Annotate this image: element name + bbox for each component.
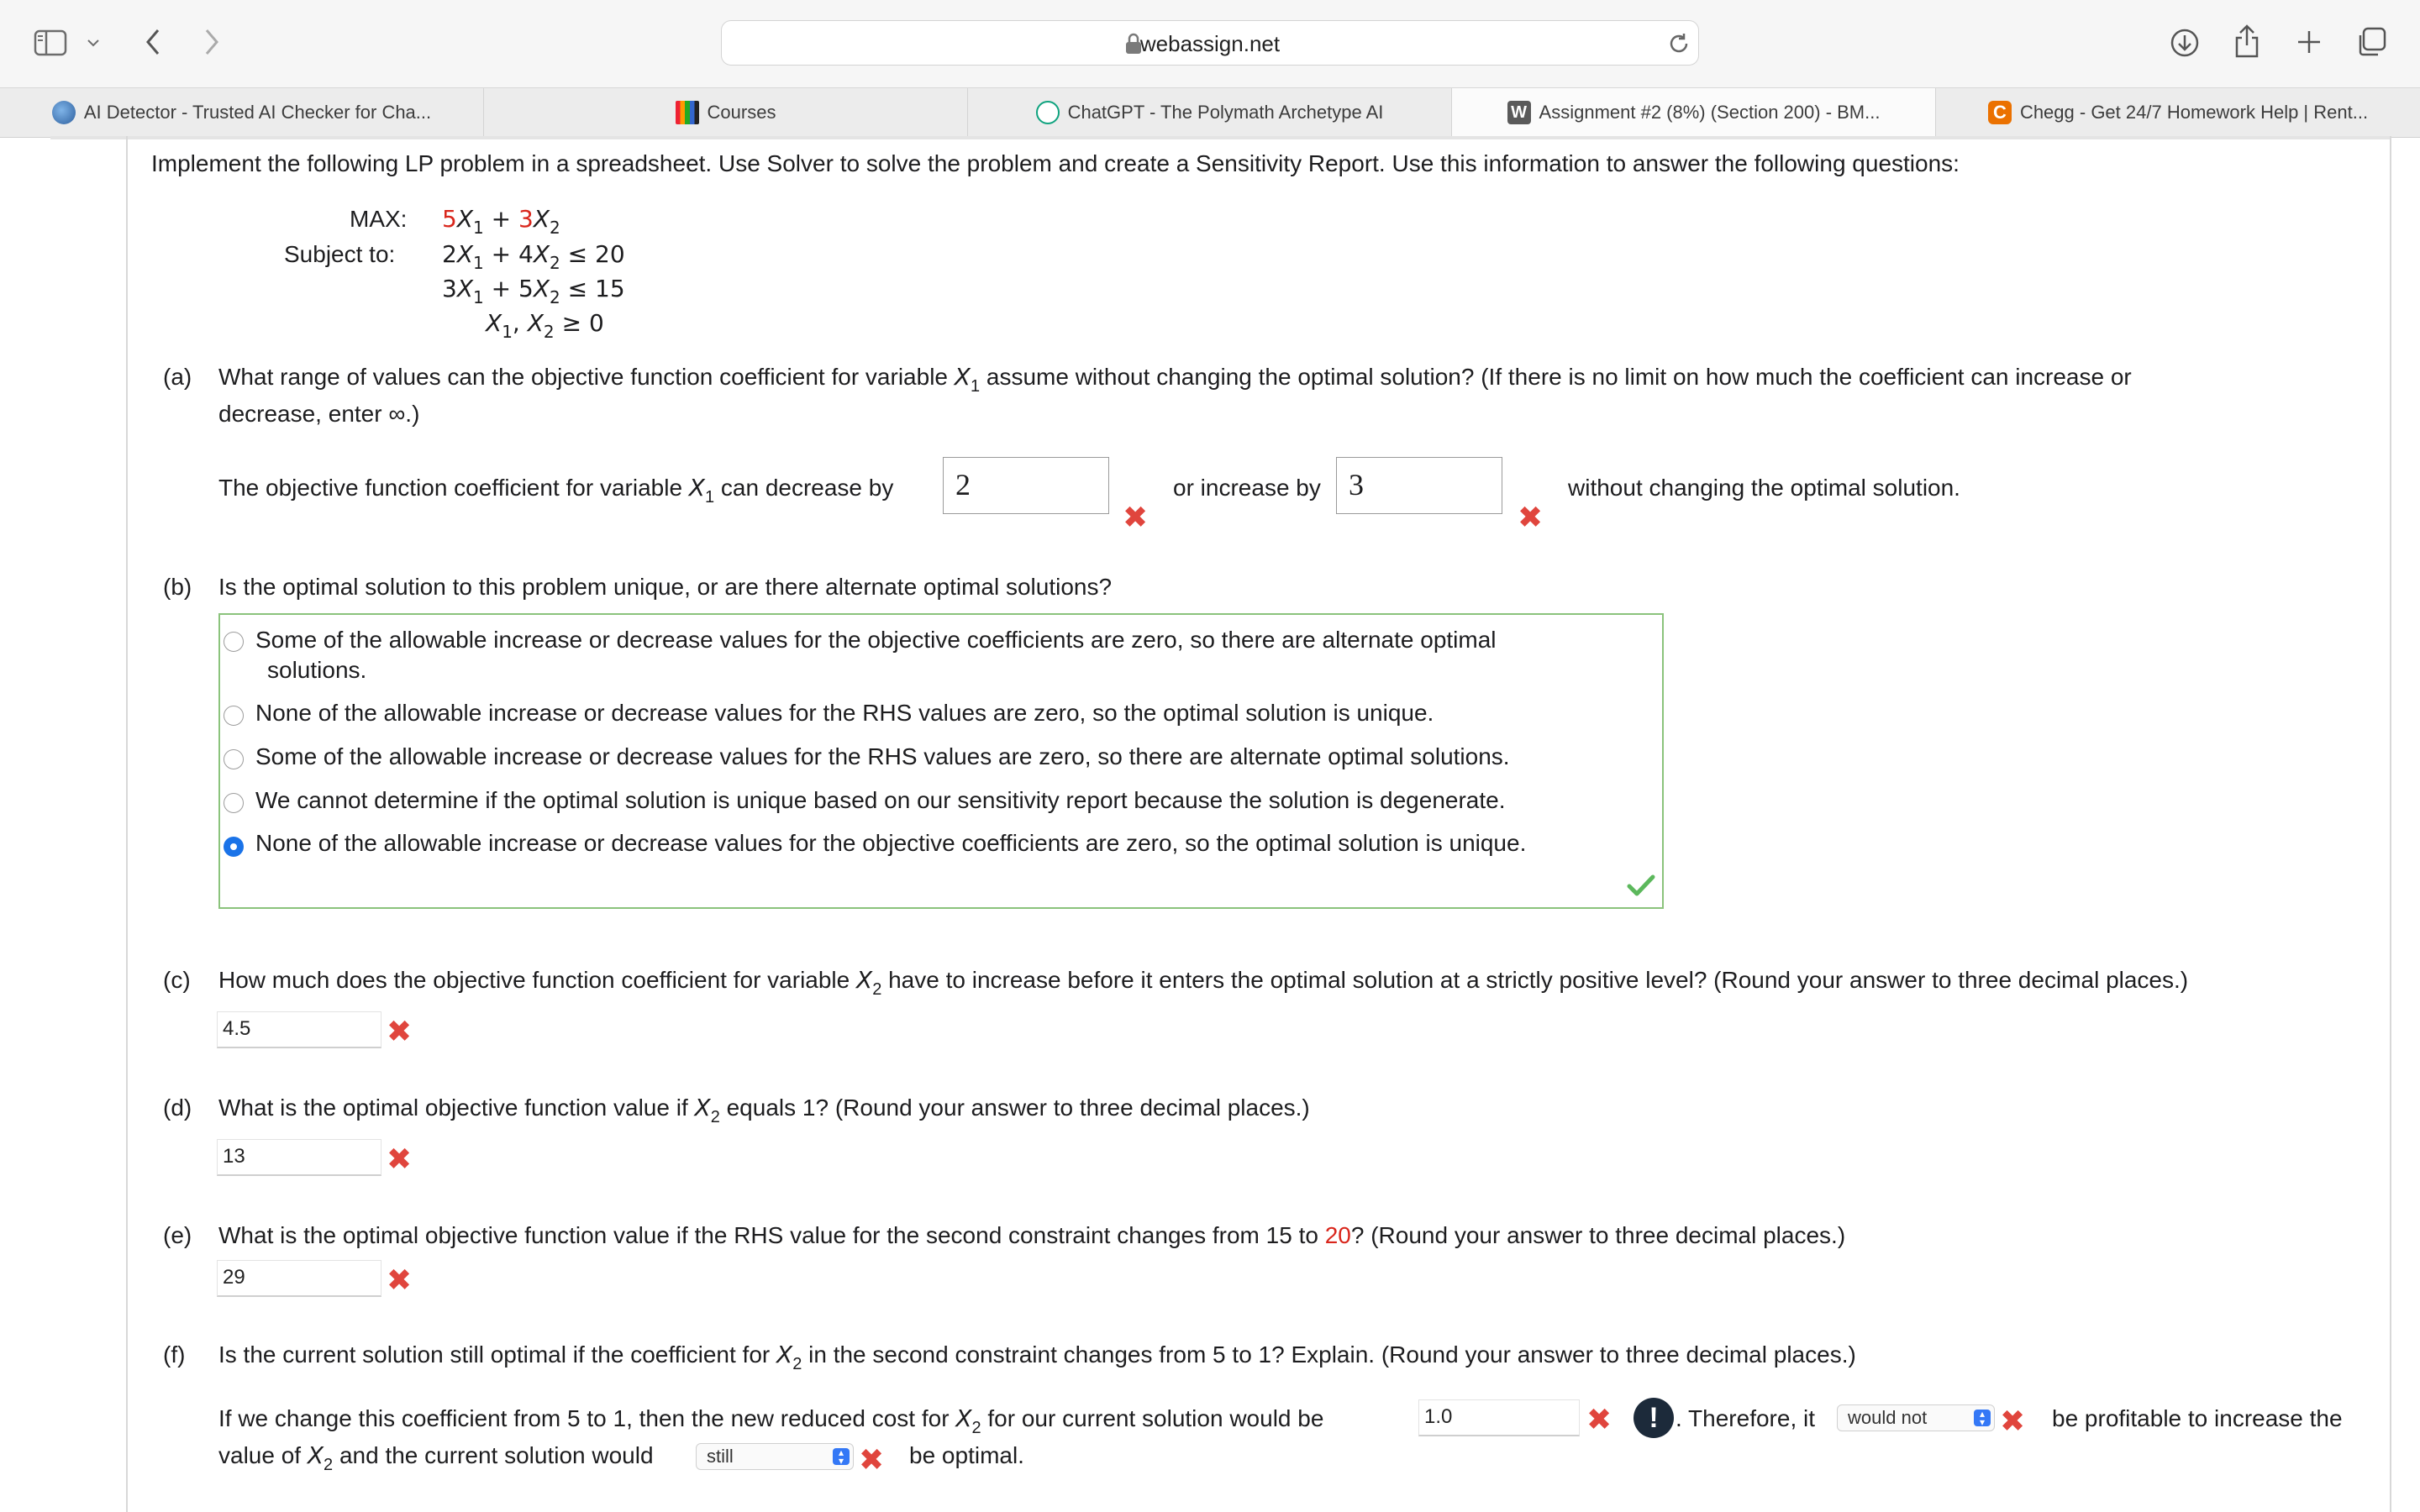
question-a-post: assume without changing the optimal solution? (If there is no limit on how much the coefficient can increase or	[986, 364, 2132, 390]
c2-coef-x1: 3	[442, 275, 457, 302]
question-f-label: (f)	[163, 1341, 186, 1368]
answer-f-line2-post: be optimal.	[909, 1442, 1024, 1468]
radio-option-1[interactable]	[224, 632, 244, 652]
question-b-text: Is the optimal solution to this problem unique, or are there alternate optimal solutions?	[218, 574, 1113, 600]
answer-f-mid2: . Therefore, it	[1676, 1405, 1816, 1431]
incorrect-x-icon: ✖	[387, 1142, 413, 1176]
tab-label: AI Detector - Trusted AI Checker for Cha...	[83, 102, 432, 123]
answer-a-post: without changing the optimal solution.	[1568, 475, 1960, 501]
tab-bar	[0, 87, 2420, 138]
tab-overview-icon[interactable]	[2354, 25, 2388, 59]
option-5-text: None of the allowable increase or decrease values for the objective coefficients are zero, so the optimal solution is unique.	[255, 830, 1527, 856]
radio-option-3[interactable]	[224, 749, 244, 769]
forward-icon[interactable]	[198, 25, 225, 59]
select-arrows-icon: ▴ ▾	[833, 1448, 850, 1465]
content-left-border	[126, 136, 128, 1512]
c2-coef-x2: 5	[518, 275, 534, 302]
tab-label: Courses	[707, 102, 776, 123]
question-c-post: have to increase before it enters the optimal solution at a strictly positive level? (Round your answer to three decimal places.)	[888, 967, 2189, 993]
webassign-favicon-icon: W	[1507, 101, 1531, 124]
max-label: MAX:	[350, 206, 408, 232]
answer-f-mid3: be profitable to increase the	[2052, 1405, 2343, 1431]
answer-f-line2-pre-text: value of	[218, 1442, 302, 1468]
answer-a-pre: The objective function coefficient for variable $X_1$ can decrease by	[218, 474, 894, 507]
question-f-pre: Is the current solution still optimal if the coefficient for	[218, 1341, 771, 1368]
question-c-text: How much does the objective function coefficient for variable $X_2$ have to increase before it enters the optimal solution at a strictly positive level? (Round your answer to three decimal places.)	[218, 966, 2189, 999]
c1-rhs: 20	[595, 240, 625, 268]
problem-intro: Implement the following LP problem in a spreadsheet. Use Solver to solve the problem and create a Sensitivity Report. Use this information to answer the following questions:	[151, 150, 1960, 176]
radio-option-5-selected[interactable]	[224, 837, 244, 857]
tab-ai-detector[interactable]	[0, 88, 484, 137]
answer-a-mid2: or increase by	[1173, 475, 1321, 501]
obj-coef-x2: 3	[518, 205, 534, 233]
question-b-label: (b)	[163, 574, 192, 600]
globe-favicon-icon	[52, 101, 76, 124]
answer-f-line2-pre: value of $X_2$ and the current solution would	[218, 1441, 654, 1474]
sidebar-toggle-icon[interactable]	[34, 29, 67, 57]
c1-coef-x1: 2	[442, 240, 457, 268]
constraint-2: $3X_1 + 5X_2 \le 15$	[442, 275, 625, 307]
option-2-text: None of the allowable increase or decrease values for the RHS values are zero, so the optimal solution is unique.	[255, 700, 1434, 726]
incorrect-x-icon: ✖	[1586, 1402, 1612, 1436]
question-e-highlight: 20	[1324, 1222, 1351, 1248]
alert-exclamation-icon[interactable]: !	[1634, 1398, 1674, 1438]
nonnegativity-constraint: $X_1$, $X_2 \ge 0$	[486, 309, 604, 342]
incorrect-x-icon: ✖	[2000, 1404, 2026, 1438]
chevron-down-icon[interactable]	[84, 34, 103, 52]
correct-check-icon	[1627, 874, 1655, 901]
question-d-text: What is the optimal objective function value if $X_2$ equals 1? (Round your answer to three decimal places.)	[218, 1094, 1310, 1126]
decrease-input[interactable]: 2	[943, 457, 1109, 514]
share-icon[interactable]	[2230, 22, 2264, 60]
c2-relation: ≤	[567, 275, 588, 302]
answer-a-pre-text: The objective function coefficient for variable	[218, 475, 683, 501]
question-e-pre: What is the optimal objective function value if the RHS value for the second constraint changes from 15 to	[218, 1222, 1318, 1248]
radio-option-4[interactable]	[224, 793, 244, 813]
c2-rhs: 15	[595, 275, 625, 302]
incorrect-x-icon: ✖	[1123, 500, 1149, 534]
would-select[interactable]	[1837, 1404, 1995, 1431]
nonneg-relation: ≥	[561, 309, 582, 337]
answer-e-input[interactable]: 29	[217, 1260, 381, 1297]
tab-courses[interactable]	[484, 88, 968, 137]
question-a-line2: decrease, enter ∞.)	[218, 401, 420, 427]
back-icon[interactable]	[139, 25, 166, 59]
question-d-label: (d)	[163, 1095, 192, 1121]
select-arrows-icon: ▴ ▾	[1974, 1410, 1991, 1426]
question-e-label: (e)	[163, 1222, 192, 1248]
tab-label: Assignment #2 (8%) (Section 200) - BM...	[1539, 102, 1881, 123]
chegg-favicon-icon: C	[1988, 101, 2012, 124]
question-f-post: in the second constraint changes from 5 to 1? Explain. (Round your answer to three decimal places.)	[808, 1341, 1856, 1368]
question-a-pre: What range of values can the objective function coefficient for variable	[218, 364, 948, 390]
tab-label: ChatGPT - The Polymath Archetype AI	[1067, 102, 1384, 123]
question-c-pre: How much does the objective function coefficient for variable	[218, 967, 850, 993]
incorrect-x-icon: ✖	[859, 1442, 885, 1477]
address-text: webassign.net	[1139, 31, 1281, 56]
would-select-value: would not	[1848, 1407, 1928, 1428]
subject-to-label: Subject to:	[284, 241, 396, 267]
c1-relation: ≤	[567, 240, 588, 268]
question-a-label: (a)	[163, 364, 192, 390]
tab-chegg[interactable]	[1936, 88, 2420, 137]
incorrect-x-icon: ✖	[387, 1263, 413, 1297]
question-f-text: Is the current solution still optimal if the coefficient for $X_2$ in the second constraint changes from 5 to 1? Explain. (Round your answer to three decimal places.)	[218, 1341, 1856, 1373]
answer-f-pre: If we change this coefficient from 5 to 1, then the new reduced cost for	[218, 1405, 950, 1431]
answer-f-mid: for our current solution would be	[987, 1405, 1324, 1431]
c1-coef-x2: 4	[518, 240, 534, 268]
bar-chart-favicon-icon	[676, 101, 699, 124]
option-4-text: We cannot determine if the optimal solution is unique based on our sensitivity report because the solution is degenerate.	[255, 787, 1506, 813]
chatgpt-favicon-icon	[1036, 101, 1060, 124]
option-1-text-line2: solutions.	[267, 657, 367, 683]
reduced-cost-input[interactable]: 1.0	[1418, 1399, 1580, 1436]
obj-coef-x1: 5	[442, 205, 457, 233]
objective-function: $5X_1 + 3X_2$	[442, 205, 560, 238]
nonneg-rhs: 0	[588, 309, 604, 337]
question-e-text	[218, 1221, 1845, 1250]
address-bar[interactable]	[721, 20, 1699, 66]
downloads-icon[interactable]	[2168, 25, 2202, 60]
question-c-label: (c)	[163, 967, 191, 993]
answer-c-input[interactable]: 4.5	[217, 1011, 381, 1048]
answer-a-mid1: can decrease by	[720, 475, 894, 501]
question-d-pre: What is the optimal objective function value if	[218, 1095, 688, 1121]
still-select[interactable]	[696, 1443, 854, 1470]
incorrect-x-icon: ✖	[1518, 500, 1544, 534]
tab-label: Chegg - Get 24/7 Homework Help | Rent...	[2019, 102, 2369, 123]
question-a-text: What range of values can the objective function coefficient for variable $X_1$ assume without changing the optimal solution? (If there is no limit on how much the coefficient can increase or	[218, 363, 2132, 396]
incorrect-x-icon: ✖	[387, 1014, 413, 1048]
answer-f-line1-pre: If we change this coefficient from 5 to 1, then the new reduced cost for $X_2$ for our current solution would be	[218, 1404, 1324, 1437]
option-1-text: Some of the allowable increase or decrease values for the objective coefficients are zero, so there are alternate optimal	[255, 627, 1497, 653]
radio-option-2[interactable]	[224, 706, 244, 726]
new-tab-icon[interactable]	[2292, 25, 2326, 59]
answer-f-line2-mid: and the current solution would	[339, 1442, 654, 1468]
answer-d-input[interactable]: 13	[217, 1139, 381, 1176]
tab-chatgpt[interactable]	[968, 88, 1452, 137]
still-select-value: still	[707, 1446, 734, 1467]
option-3-text: Some of the allowable increase or decrease values for the RHS values are zero, so there are alternate optimal solutions.	[255, 743, 1510, 769]
question-e-post: ? (Round your answer to three decimal places.)	[1350, 1222, 1846, 1248]
content-top-border	[50, 136, 2391, 139]
content-right-border	[2390, 136, 2391, 1512]
increase-input[interactable]: 3	[1336, 457, 1502, 514]
reload-icon[interactable]	[1666, 31, 1691, 60]
tab-assignment[interactable]	[1452, 88, 1936, 137]
constraint-1: $2X_1 + 4X_2 \le 20$	[442, 240, 625, 273]
question-d-post: equals 1? (Round your answer to three decimal places.)	[726, 1095, 1310, 1121]
